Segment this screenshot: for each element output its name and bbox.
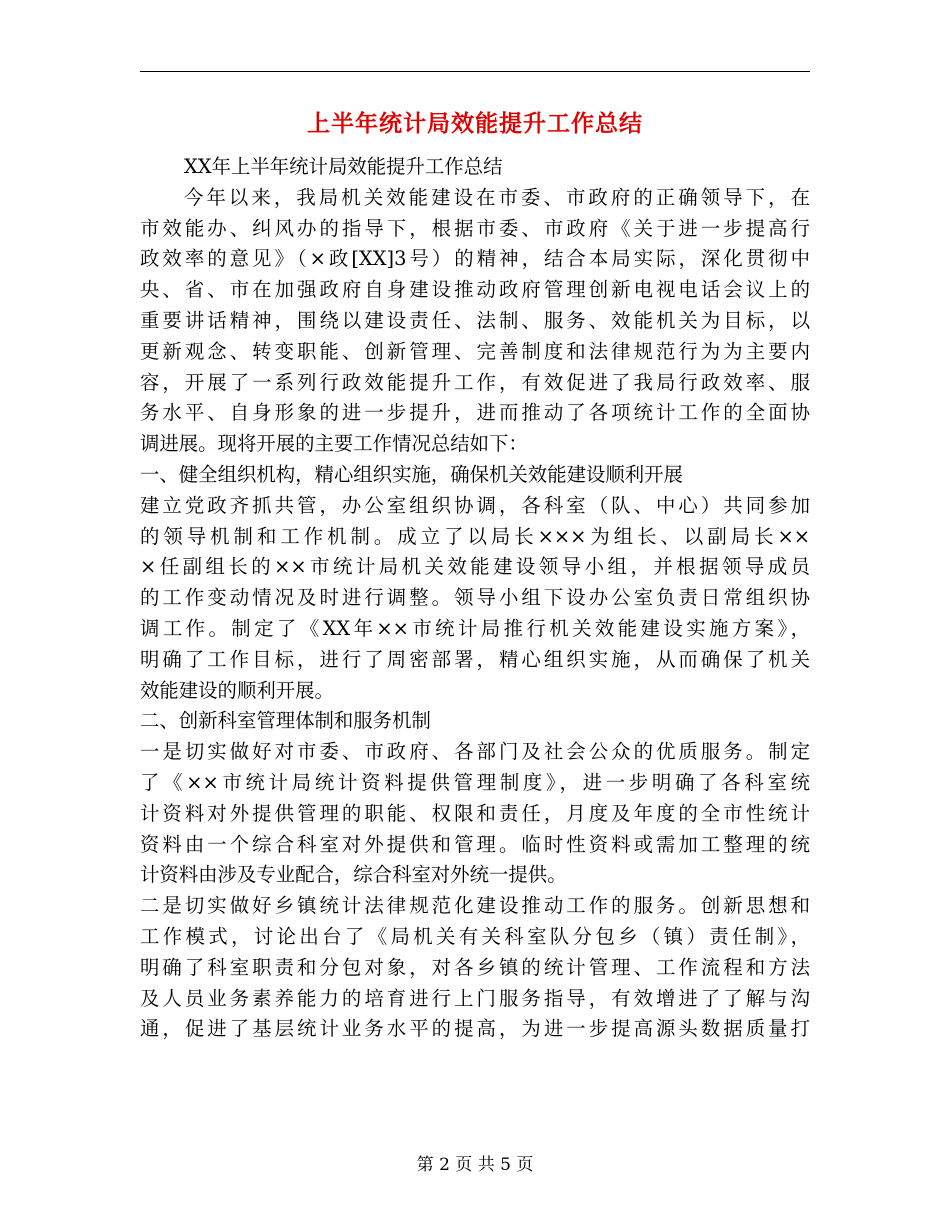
body-line: 通，促进了基层统计业务水平的提高，为进一步提高源头数据质量打	[140, 1017, 810, 1041]
body-line: 央、省、市在加强政府自身建设推动政府管理创新电视电话会议上的	[140, 278, 810, 302]
header-rule	[140, 71, 810, 72]
document-body	[140, 152, 810, 1045]
body-line: 今年以来，我局机关效能建设在市委、市政府的正确领导下，在	[184, 185, 810, 209]
body-line: 调工作。制定了《XX年××市统计局推行机关效能建设实施方案》，	[140, 616, 810, 640]
body-line: 建立党政齐抓共管，办公室组织协调，各科室（队、中心）共同参加	[140, 493, 810, 517]
body-line: 的领导机制和工作机制。成立了以局长×××为组长、以副局长××	[140, 524, 810, 548]
body-line: 了《××市统计局统计资料提供管理制度》，进一步明确了各科室统	[140, 770, 810, 794]
body-line: 调进展。现将开展的主要工作情况总结如下：	[140, 432, 528, 456]
section-heading: 二、创新科室管理体制和服务机制	[140, 709, 431, 733]
body-line: 明确了工作目标，进行了周密部署，精心组织实施，从而确保了机关	[140, 647, 810, 671]
body-line: 工作模式，讨论出台了《局机关有关科室队分包乡（镇）责任制》，	[140, 924, 810, 948]
body-line: 务水平、自身形象的进一步提升，进而推动了各项统计工作的全面协	[140, 401, 810, 425]
body-line: 资料由一个综合科室对外提供和管理。临时性资料或需加工整理的统	[140, 832, 810, 856]
page-number-footer: 第 2 页 共 5 页	[416, 1155, 534, 1175]
body-line: ×任副组长的××市统计局机关效能建设领导小组，并根据领导成员	[140, 555, 810, 579]
body-line: 计资料对外提供管理的职能、权限和责任，月度及年度的全市性统计	[140, 801, 810, 825]
body-line: 计资料由涉及专业配合，综合科室对外统一提供。	[140, 863, 567, 887]
body-line: 一是切实做好对市委、市政府、各部门及社会公众的优质服务。制定	[140, 740, 810, 764]
body-line: 政效率的意见》（×政[XX]3号）的精神，结合本局实际，深化贯彻中	[140, 247, 810, 271]
document-title: 上半年统计局效能提升工作总结	[307, 111, 643, 137]
section-heading: 一、健全组织机构，精心组织实施，确保机关效能建设顺利开展	[140, 462, 683, 486]
body-line: 二是切实做好乡镇统计法律规范化建设推动工作的服务。创新思想和	[140, 894, 810, 918]
body-line: 明确了科室职责和分包对象，对各乡镇的统计管理、工作流程和方法	[140, 955, 810, 979]
body-line: 更新观念、转变职能、创新管理、完善制度和法律规范行为为主要内	[140, 339, 810, 363]
body-line-subtitle: XX年上半年统计局效能提升工作总结	[184, 155, 503, 178]
body-line: 市效能办、纠风办的指导下，根据市委、市政府《关于进一步提高行	[140, 216, 810, 240]
body-line: 及人员业务素养能力的培育进行上门服务指导，有效增进了了解与沟	[140, 986, 810, 1010]
body-line: 的工作变动情况及时进行调整。领导小组下设办公室负责日常组织协	[140, 586, 810, 610]
body-line: 效能建设的顺利开展。	[140, 678, 334, 702]
body-line: 容，开展了一系列行政效能提升工作，有效促进了我局行政效率、服	[140, 370, 810, 394]
body-line: 重要讲话精神，围绕以建设责任、法制、服务、效能机关为目标，以	[140, 308, 810, 332]
